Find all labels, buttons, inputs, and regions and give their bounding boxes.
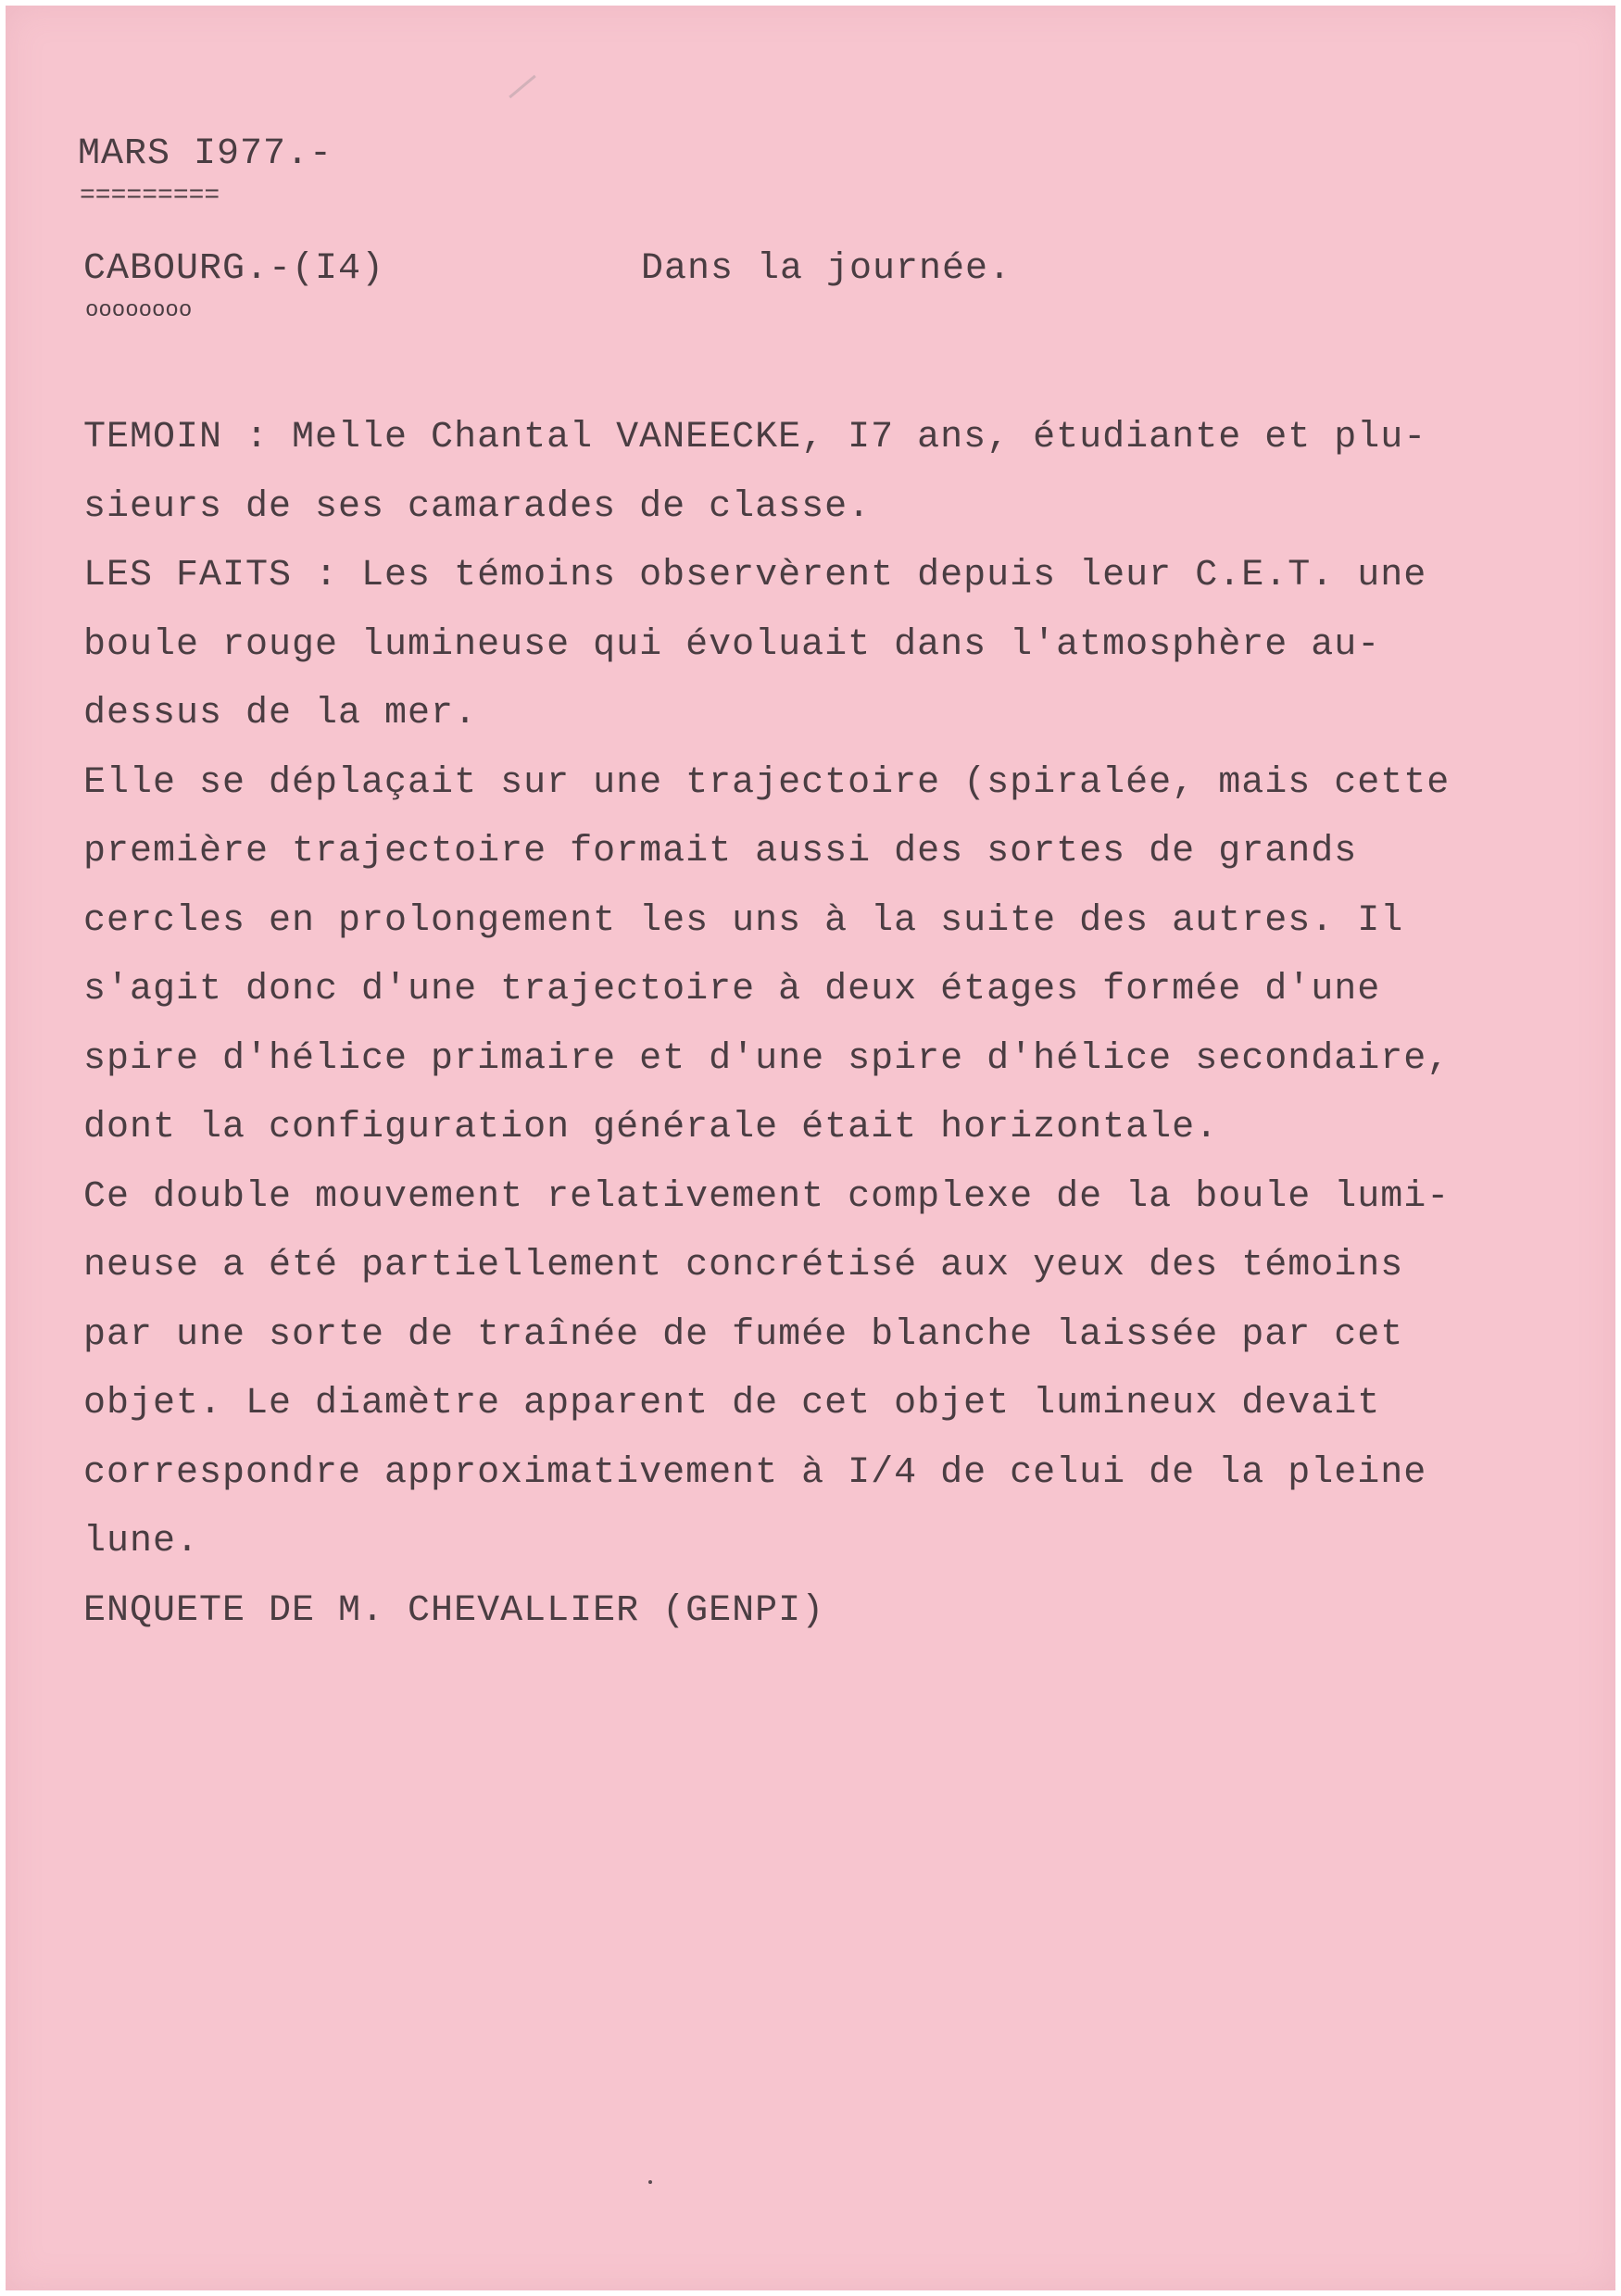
- body-line: neuse a été partiellement concrétisé aux yeux des témoins: [83, 1245, 1404, 1286]
- document-page: [6, 6, 1615, 2290]
- body-line: Elle se déplaçait sur une trajectoire (spiralée, mais cette: [83, 761, 1451, 804]
- body-line: spire d'hélice primaire et d'une spire d'hélice secondaire,: [83, 1037, 1451, 1080]
- pencil-mark: [509, 75, 536, 98]
- body-line: cercles en prolongement les uns à la suite des autres. Il: [83, 899, 1404, 942]
- body-line: TEMOIN : Melle Chantal VANEECKE, I7 ans, étudiante et plu-: [83, 417, 1427, 458]
- body-line: lune.: [83, 1521, 200, 1562]
- date-underline: =========: [80, 182, 220, 210]
- body-line: dont la configuration générale était horizontale.: [83, 1107, 1219, 1148]
- report-time: Dans la journée.: [641, 248, 1012, 290]
- body-line: dessus de la mer.: [83, 693, 478, 734]
- body-line: première trajectoire formait aussi des sortes de grands: [83, 831, 1358, 872]
- body-line: Ce double mouvement relativement complexe de la boule lumi-: [83, 1175, 1451, 1218]
- body-line: objet. Le diamètre apparent de cet objet lumineux devait: [83, 1383, 1381, 1424]
- paper-speck: [648, 2180, 652, 2184]
- report-date: MARS I977.-: [78, 133, 333, 175]
- investigator-line: ENQUETE DE M. CHEVALLIER (GENPI): [83, 1589, 825, 1632]
- body-line: LES FAITS : Les témoins observèrent depuis leur C.E.T. une: [83, 555, 1427, 596]
- body-line: boule rouge lumineuse qui évoluait dans l'atmosphère au-: [83, 623, 1381, 666]
- location-underline: oooooooo: [85, 298, 193, 323]
- report-location: CABOURG.-(I4): [83, 248, 385, 290]
- body-line: par une sorte de traînée de fumée blanche laissée par cet: [83, 1313, 1404, 1356]
- body-line: sieurs de ses camarades de classe.: [83, 485, 872, 528]
- body-line: correspondre approximativement à I/4 de celui de la pleine: [83, 1451, 1427, 1494]
- report-body: [83, 404, 1565, 1646]
- body-line: s'agit donc d'une trajectoire à deux étages formée d'une: [83, 969, 1381, 1010]
